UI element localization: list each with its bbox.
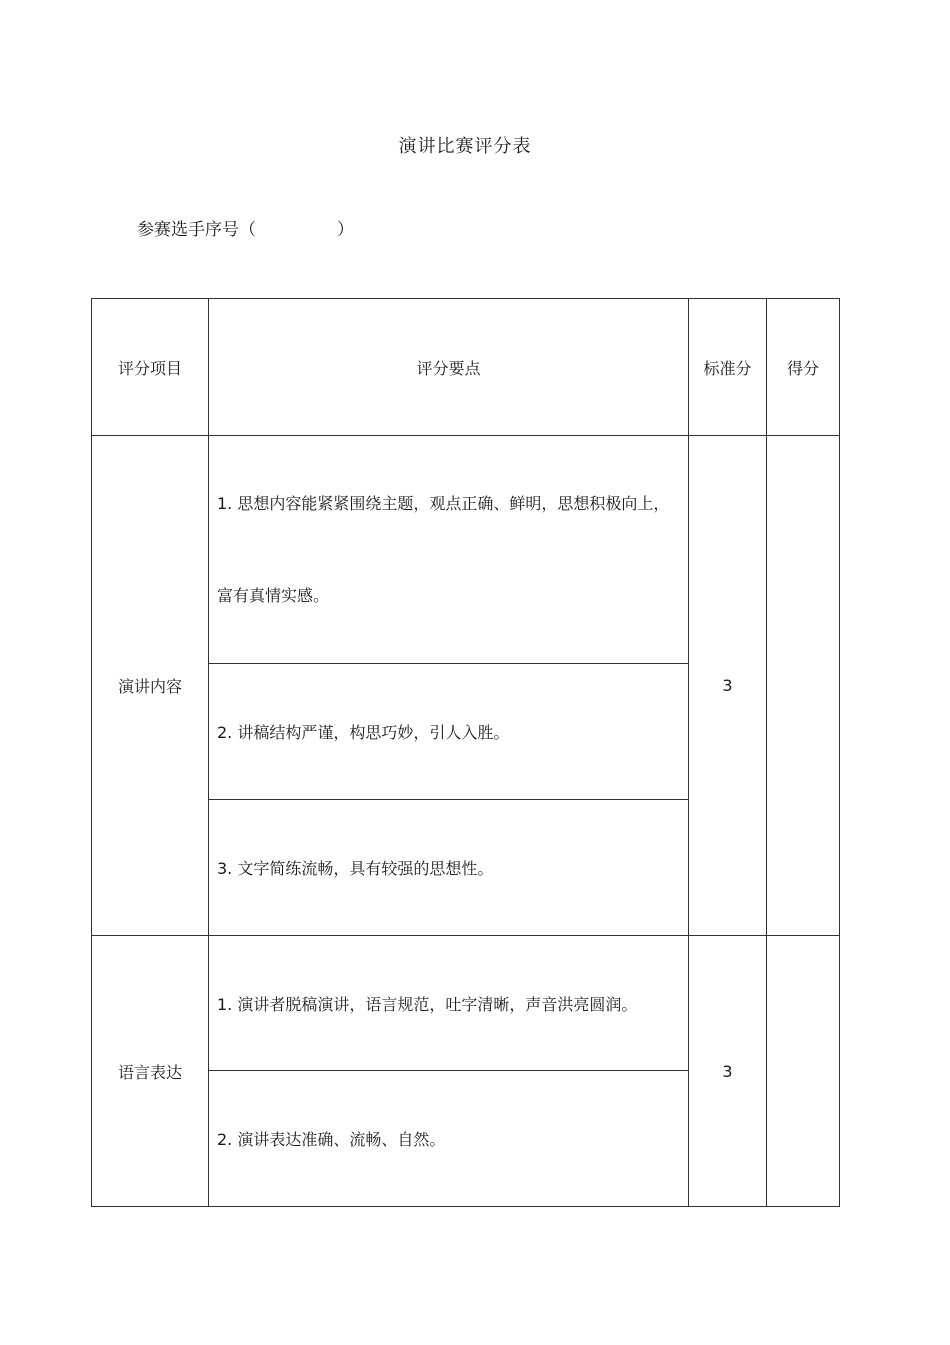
header-score: 得分 xyxy=(767,299,840,436)
score-cell[interactable] xyxy=(767,936,840,1207)
criteria-item: 1. 演讲者脱稿演讲，语言规范，吐字清晰，声音洪亮圆润。 xyxy=(209,936,689,1071)
table-row xyxy=(92,436,840,664)
contestant-number-label: 参赛选手序号（ ） xyxy=(137,220,355,240)
header-category: 评分项目 xyxy=(92,299,209,436)
standard-score-cell: 3 xyxy=(689,436,767,936)
score-table xyxy=(91,298,840,1207)
criteria-item: 2. 演讲表达准确、流畅、自然。 xyxy=(209,1071,689,1207)
score-cell[interactable] xyxy=(767,436,840,936)
table-row xyxy=(92,936,840,1071)
standard-score-cell: 3 xyxy=(689,936,767,1207)
criteria-item: 2. 讲稿结构严谨，构思巧妙，引人入胜。 xyxy=(209,664,689,800)
header-criteria: 评分要点 xyxy=(209,299,689,436)
category-cell: 语言表达 xyxy=(92,936,209,1207)
category-cell: 演讲内容 xyxy=(92,436,209,936)
header-row xyxy=(92,299,840,436)
criteria-item: 3. 文字简练流畅，具有较强的思想性。 xyxy=(209,800,689,936)
page-title: 演讲比赛评分表 xyxy=(398,136,532,157)
header-standard-score: 标准分 xyxy=(689,299,767,436)
criteria-item: 1. 思想内容能紧紧围绕主题，观点正确、鲜明，思想积极向上，富有真情实感。 xyxy=(209,436,689,664)
